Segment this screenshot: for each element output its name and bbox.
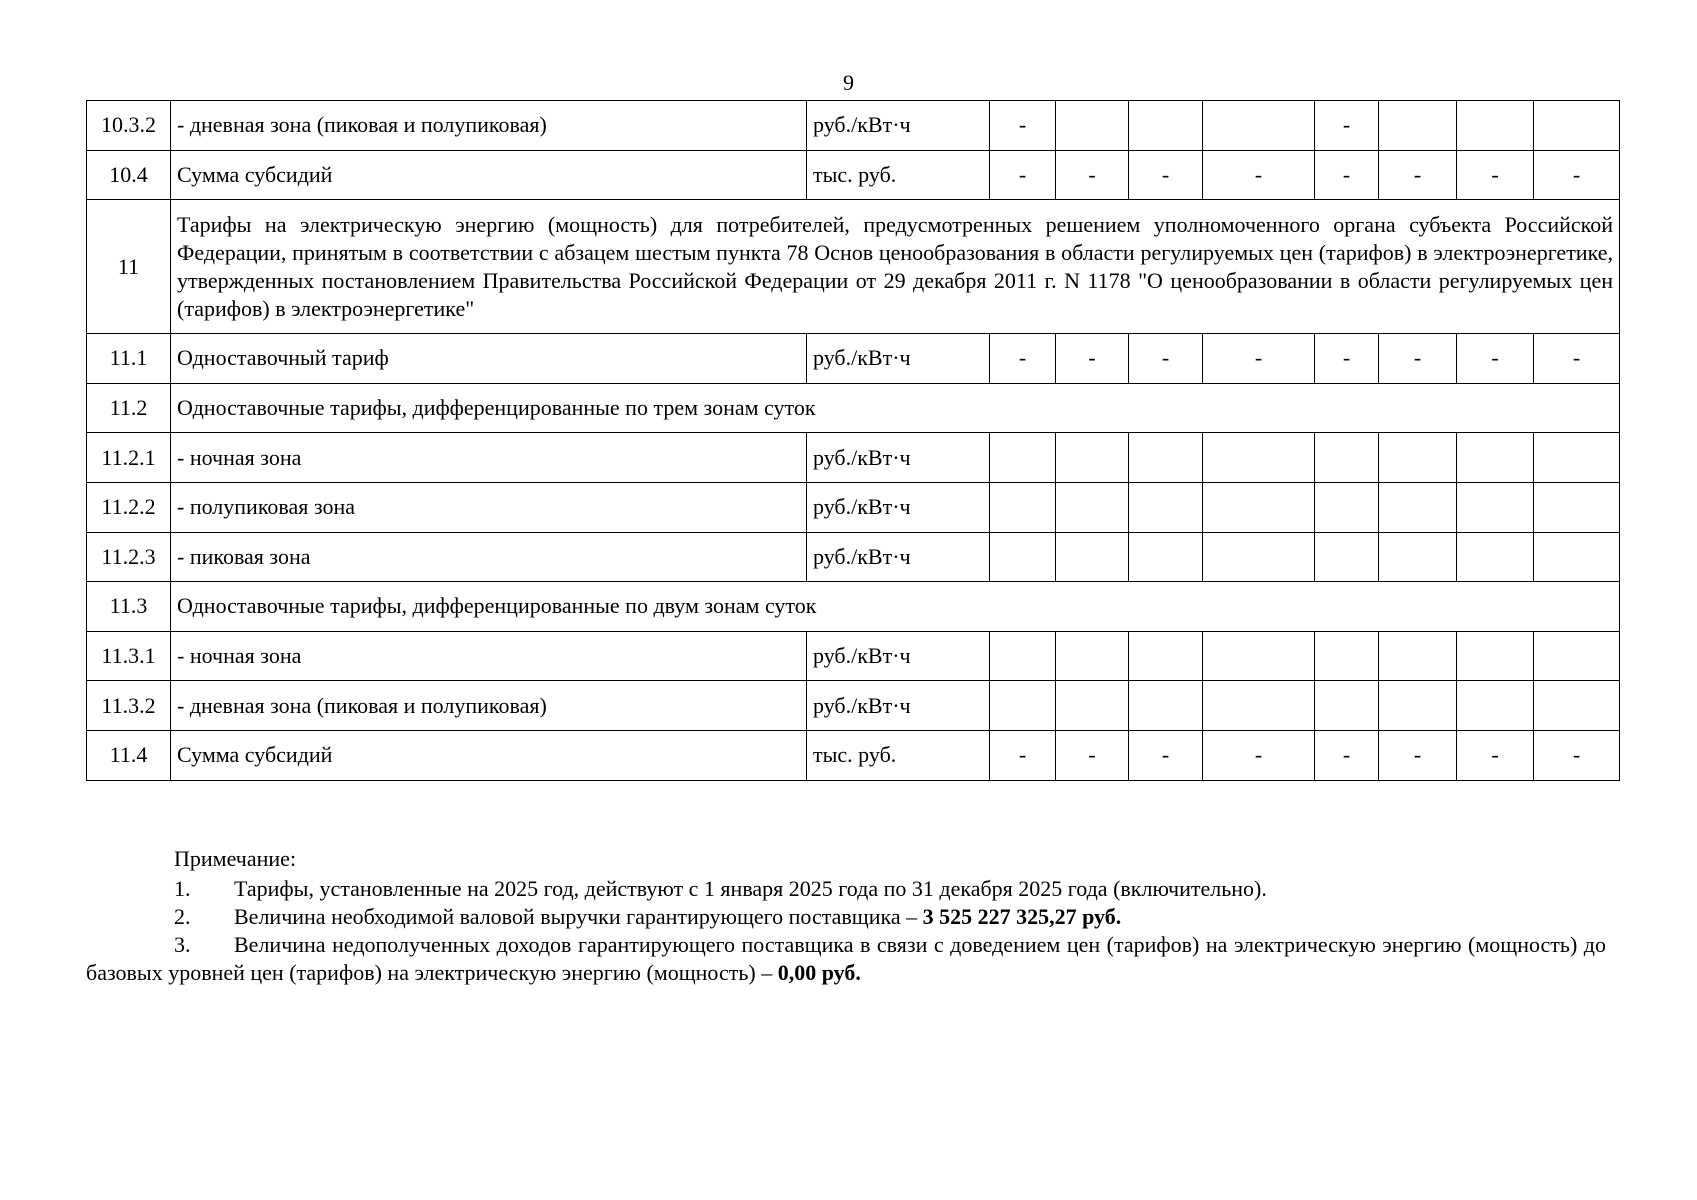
value-cell: - — [990, 334, 1056, 384]
value-cell — [1457, 532, 1534, 582]
value-cell — [1379, 101, 1457, 151]
row-name: Одноставочный тариф — [171, 334, 807, 384]
value-cell — [1315, 532, 1379, 582]
row-number: 11.3 — [87, 582, 171, 632]
row-number: 10.4 — [87, 150, 171, 200]
value-cell — [1129, 631, 1203, 681]
row-number: 11.2 — [87, 383, 171, 433]
value-cell — [1056, 433, 1129, 483]
value-cell — [1457, 681, 1534, 731]
table-row — [87, 383, 1620, 433]
value-cell — [1203, 433, 1315, 483]
table-row — [87, 681, 1620, 731]
value-cell — [1203, 532, 1315, 582]
tariff-table-body — [87, 101, 1620, 781]
row-name: - полупиковая зона — [171, 482, 807, 532]
table-row — [87, 730, 1620, 780]
value-cell — [1379, 482, 1457, 532]
value-cell — [1129, 433, 1203, 483]
value-cell: - — [1056, 150, 1129, 200]
table-row — [87, 334, 1620, 384]
row-number: 11.2.3 — [87, 532, 171, 582]
value-cell: - — [1203, 334, 1315, 384]
value-cell: - — [1457, 150, 1534, 200]
row-unit: руб./кВт·ч — [807, 681, 990, 731]
section-heading: Одноставочные тарифы, дифференцированные по двум зонам суток — [171, 582, 1620, 632]
value-cell — [1315, 631, 1379, 681]
note-text: Тарифы, установленные на 2025 год, действуют с 1 января 2025 года по 31 декабря 2025 года (включительно). — [234, 876, 1267, 901]
note-item-3 — [86, 931, 1606, 987]
value-cell — [1203, 101, 1315, 151]
value-cell: - — [1056, 334, 1129, 384]
table-row — [87, 482, 1620, 532]
row-unit: руб./кВт·ч — [807, 101, 990, 151]
notes-section — [86, 845, 1606, 987]
row-number: 11.2.1 — [87, 433, 171, 483]
value-cell: - — [1129, 730, 1203, 780]
table-row — [87, 582, 1620, 632]
value-cell — [1379, 631, 1457, 681]
value-cell: - — [1534, 730, 1620, 780]
value-cell — [1457, 101, 1534, 151]
table-row — [87, 532, 1620, 582]
note-item-1 — [86, 875, 1606, 903]
value-cell — [1379, 433, 1457, 483]
value-cell: - — [1315, 101, 1379, 151]
note-number: 1. — [174, 876, 191, 901]
value-cell — [1056, 532, 1129, 582]
row-number: 10.3.2 — [87, 101, 171, 151]
row-name: Сумма субсидий — [171, 150, 807, 200]
value-cell — [1129, 101, 1203, 151]
row-unit: руб./кВт·ч — [807, 631, 990, 681]
row-number: 11.3.2 — [87, 681, 171, 731]
value-cell: - — [1129, 150, 1203, 200]
value-cell: - — [1379, 730, 1457, 780]
value-cell — [1457, 433, 1534, 483]
value-cell — [1534, 681, 1620, 731]
value-cell — [1534, 433, 1620, 483]
table-row — [87, 433, 1620, 483]
value-cell — [990, 433, 1056, 483]
table-row — [87, 101, 1620, 151]
row-number: 11.3.1 — [87, 631, 171, 681]
value-cell — [1379, 681, 1457, 731]
value-cell — [1315, 482, 1379, 532]
row-name: - ночная зона — [171, 631, 807, 681]
value-cell — [1129, 482, 1203, 532]
value-cell: - — [990, 101, 1056, 151]
value-cell — [1056, 681, 1129, 731]
note-amount: 3 525 227 325,27 руб. — [922, 904, 1122, 929]
value-cell — [1534, 482, 1620, 532]
value-cell — [1534, 532, 1620, 582]
tariff-table — [86, 100, 1620, 781]
row-name: - пиковая зона — [171, 532, 807, 582]
row-name: - дневная зона (пиковая и полупиковая) — [171, 101, 807, 151]
value-cell: - — [1457, 730, 1534, 780]
value-cell — [1534, 631, 1620, 681]
value-cell — [990, 532, 1056, 582]
note-amount: 0,00 руб. — [777, 960, 861, 985]
row-number: 11.4 — [87, 730, 171, 780]
row-name: - ночная зона — [171, 433, 807, 483]
value-cell — [1315, 681, 1379, 731]
row-unit: тыс. руб. — [807, 150, 990, 200]
value-cell — [990, 681, 1056, 731]
value-cell: - — [1457, 334, 1534, 384]
value-cell: - — [1379, 334, 1457, 384]
value-cell: - — [1056, 730, 1129, 780]
value-cell: - — [1203, 730, 1315, 780]
row-number: 11.1 — [87, 334, 171, 384]
value-cell — [1203, 631, 1315, 681]
row-number: 11 — [87, 200, 171, 334]
value-cell: - — [1129, 334, 1203, 384]
note-number: 3. — [174, 932, 191, 957]
page-number: 9 — [843, 70, 854, 95]
value-cell: - — [990, 150, 1056, 200]
value-cell: - — [1534, 150, 1620, 200]
row-unit: руб./кВт·ч — [807, 433, 990, 483]
value-cell — [1056, 631, 1129, 681]
value-cell — [1056, 482, 1129, 532]
value-cell — [1457, 631, 1534, 681]
table-row — [87, 150, 1620, 200]
value-cell — [1315, 433, 1379, 483]
value-cell — [990, 631, 1056, 681]
row-name: Сумма субсидий — [171, 730, 807, 780]
row-unit: руб./кВт·ч — [807, 334, 990, 384]
row-number: 11.2.2 — [87, 482, 171, 532]
value-cell — [1129, 532, 1203, 582]
value-cell — [1457, 482, 1534, 532]
value-cell — [1203, 681, 1315, 731]
value-cell — [1534, 101, 1620, 151]
row-name: - дневная зона (пиковая и полупиковая) — [171, 681, 807, 731]
table-row — [87, 631, 1620, 681]
value-cell: - — [1315, 730, 1379, 780]
note-text: Величина необходимой валовой выручки гарантирующего поставщика – — [234, 904, 923, 929]
notes-title: Примечание: — [174, 846, 297, 871]
note-item-2 — [86, 903, 1606, 931]
row-unit: тыс. руб. — [807, 730, 990, 780]
value-cell: - — [1534, 334, 1620, 384]
section-heading: Тарифы на электрическую энергию (мощность) для потребителей, предусмотренных решением уполномоченного органа субъекта Российской Федерации, принятым в соответствии с абзацем шестым пункта 78 Основ ценообразования в области регулируемых цен (тарифов) в электроэнергетике, утвержденных постановлением Правительства Российской Федерации от 29 декабря 2011 г. N 1178 "О ценообразовании в области регулируемых цен (тарифов) в электроэнергетике" — [171, 200, 1620, 334]
value-cell: - — [1315, 150, 1379, 200]
note-number: 2. — [174, 904, 191, 929]
note-text: Величина недополученных доходов гарантирующего поставщика в связи с доведением цен (тарифов) на электрическую энергию (мощность) до базовых уровней цен (тарифов) на электрическую энергию (мощность) – — [86, 932, 1606, 985]
value-cell — [990, 482, 1056, 532]
value-cell: - — [1315, 334, 1379, 384]
table-row — [87, 200, 1620, 334]
section-heading: Одноставочные тарифы, дифференцированные по трем зонам суток — [171, 383, 1620, 433]
value-cell — [1203, 482, 1315, 532]
value-cell: - — [990, 730, 1056, 780]
value-cell: - — [1379, 150, 1457, 200]
row-unit: руб./кВт·ч — [807, 482, 990, 532]
row-unit: руб./кВт·ч — [807, 532, 990, 582]
value-cell — [1129, 681, 1203, 731]
value-cell — [1379, 532, 1457, 582]
value-cell — [1056, 101, 1129, 151]
value-cell: - — [1203, 150, 1315, 200]
